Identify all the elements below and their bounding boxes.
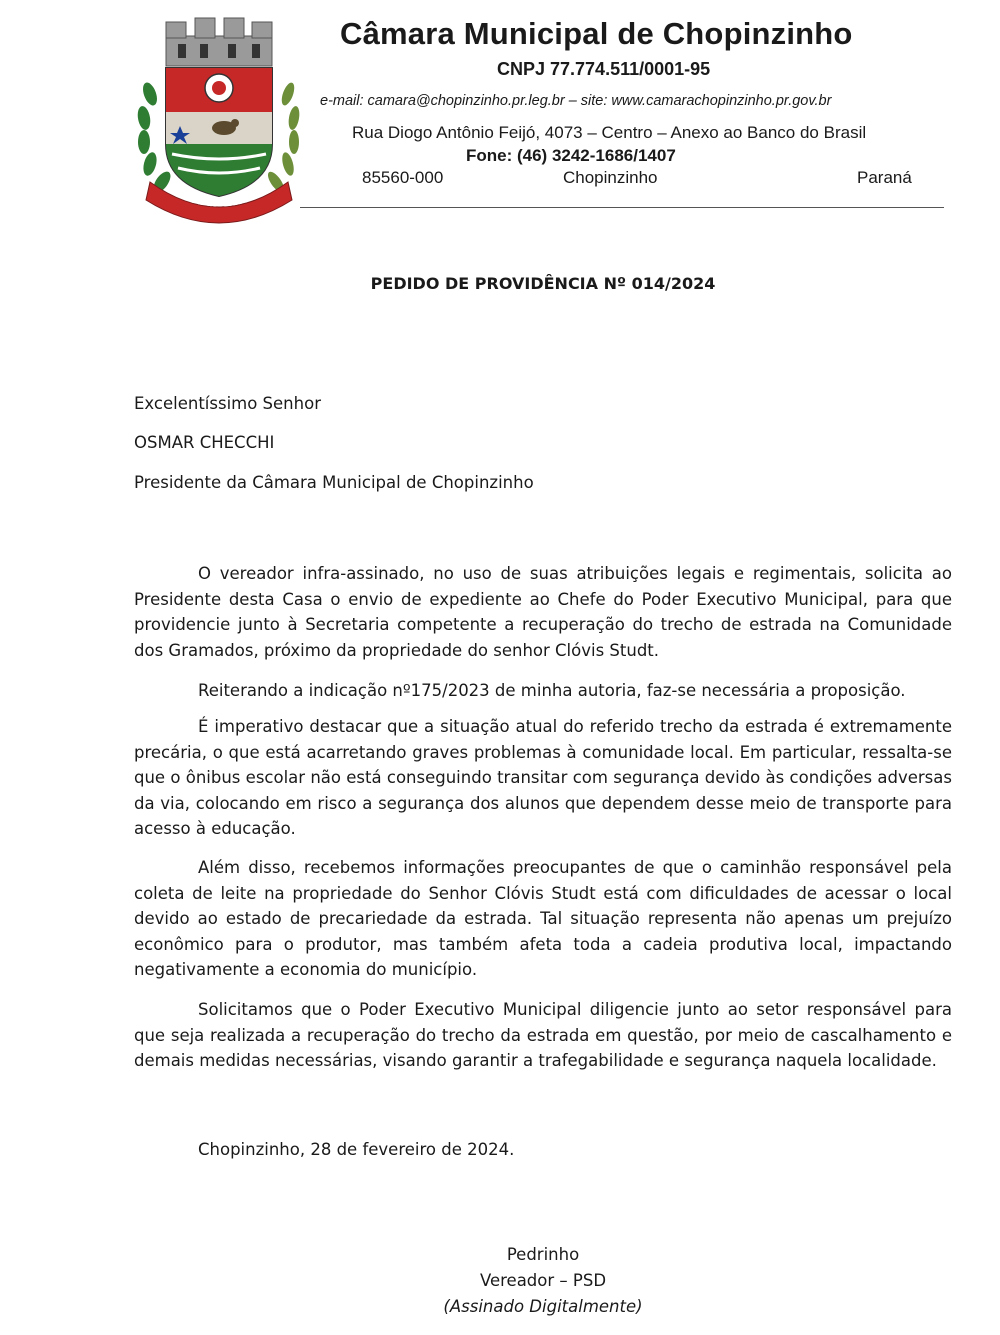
body-paragraph: Além disso, recebemos informações preocupantes de que o caminhão responsável pela coleta de leite na propriedade do Senhor Clóvis Studt está com dificuldades de acessar o local devido ao estado de precariedade da estrada. Tal situação representa não apenas um prejuízo econômico para o produtor, mas também afeta toda a cadeia produtiva local, impactando negativamente a economia do município. bbox=[134, 858, 952, 979]
organization-name: Câmara Municipal de Chopinzinho bbox=[340, 16, 853, 51]
date-line: Chopinzinho, 28 de fevereiro de 2024. bbox=[198, 1140, 515, 1159]
salutation-line: Excelentíssimo Senhor bbox=[134, 394, 321, 413]
contact-line: e-mail: camara@chopinzinho.pr.leg.br – site: www.camarachopinzinho.pr.gov.br bbox=[320, 93, 832, 109]
body-paragraph: É imperativo destacar que a situação atual do referido trecho da estrada é extremamente precária, o que está acarretando graves problemas à comunidade local. Em particular, ressalta-se que o ônibus escolar não está conseguindo transitar com segurança devido às condições adversas da via, colocando em risco a segurança dos alunos que dependem desse meio de transporte para acesso à educação. bbox=[134, 717, 952, 838]
signature-note: (Assinado Digitalmente) bbox=[443, 1297, 643, 1316]
recipient-name: OSMAR CHECCHI bbox=[134, 433, 275, 452]
recipient-title: Presidente da Câmara Municipal de Chopinzinho bbox=[134, 473, 534, 492]
phone-line: Fone: (46) 3242-1686/1407 bbox=[466, 146, 676, 165]
signatory-name: Pedrinho bbox=[506, 1245, 580, 1264]
state-name: Paraná bbox=[857, 168, 912, 187]
header-divider bbox=[300, 207, 944, 208]
crest-ribbon-label: CHOPINZINHO bbox=[166, 183, 272, 210]
document-title: PEDIDO DE PROVIDÊNCIA Nº 014/2024 bbox=[370, 274, 716, 293]
signatory-role: Vereador – PSD bbox=[479, 1271, 607, 1290]
postal-code: 85560-000 bbox=[362, 168, 444, 187]
address-line: Rua Diogo Antônio Feijó, 4073 – Centro – Anexo ao Banco do Brasil bbox=[352, 123, 867, 142]
shield-icon bbox=[166, 68, 272, 196]
body-paragraph: O vereador infra-assinado, no uso de suas atribuições legais e regimentais, solicita ao Presidente desta Casa o envio de expediente ao Chefe do Poder Executivo Municipal, para que providencie junto à Secretaria competente a recuperação do trecho de estrada na Comunidade dos Gramados, próximo da propriedade do senhor Clóvis Studt. bbox=[134, 564, 952, 660]
body-paragraph: Reiterando a indicação nº175/2023 de minha autoria, faz-se necessária a proposição. bbox=[198, 681, 906, 700]
municipal-crest-logo bbox=[128, 14, 310, 226]
crown-icon bbox=[166, 18, 272, 66]
cnpj-number: CNPJ 77.774.511/0001-95 bbox=[497, 59, 711, 79]
body-paragraph: Solicitamos que o Poder Executivo Municipal diligencie junto ao setor responsável para que seja realizada a recuperação do trecho da estrada em questão, por meio de cascalhamento e demais medidas necessárias, visando garantir a trafegabilidade e segurança naquela localidade. bbox=[134, 1000, 952, 1070]
city-name: Chopinzinho bbox=[563, 168, 658, 187]
